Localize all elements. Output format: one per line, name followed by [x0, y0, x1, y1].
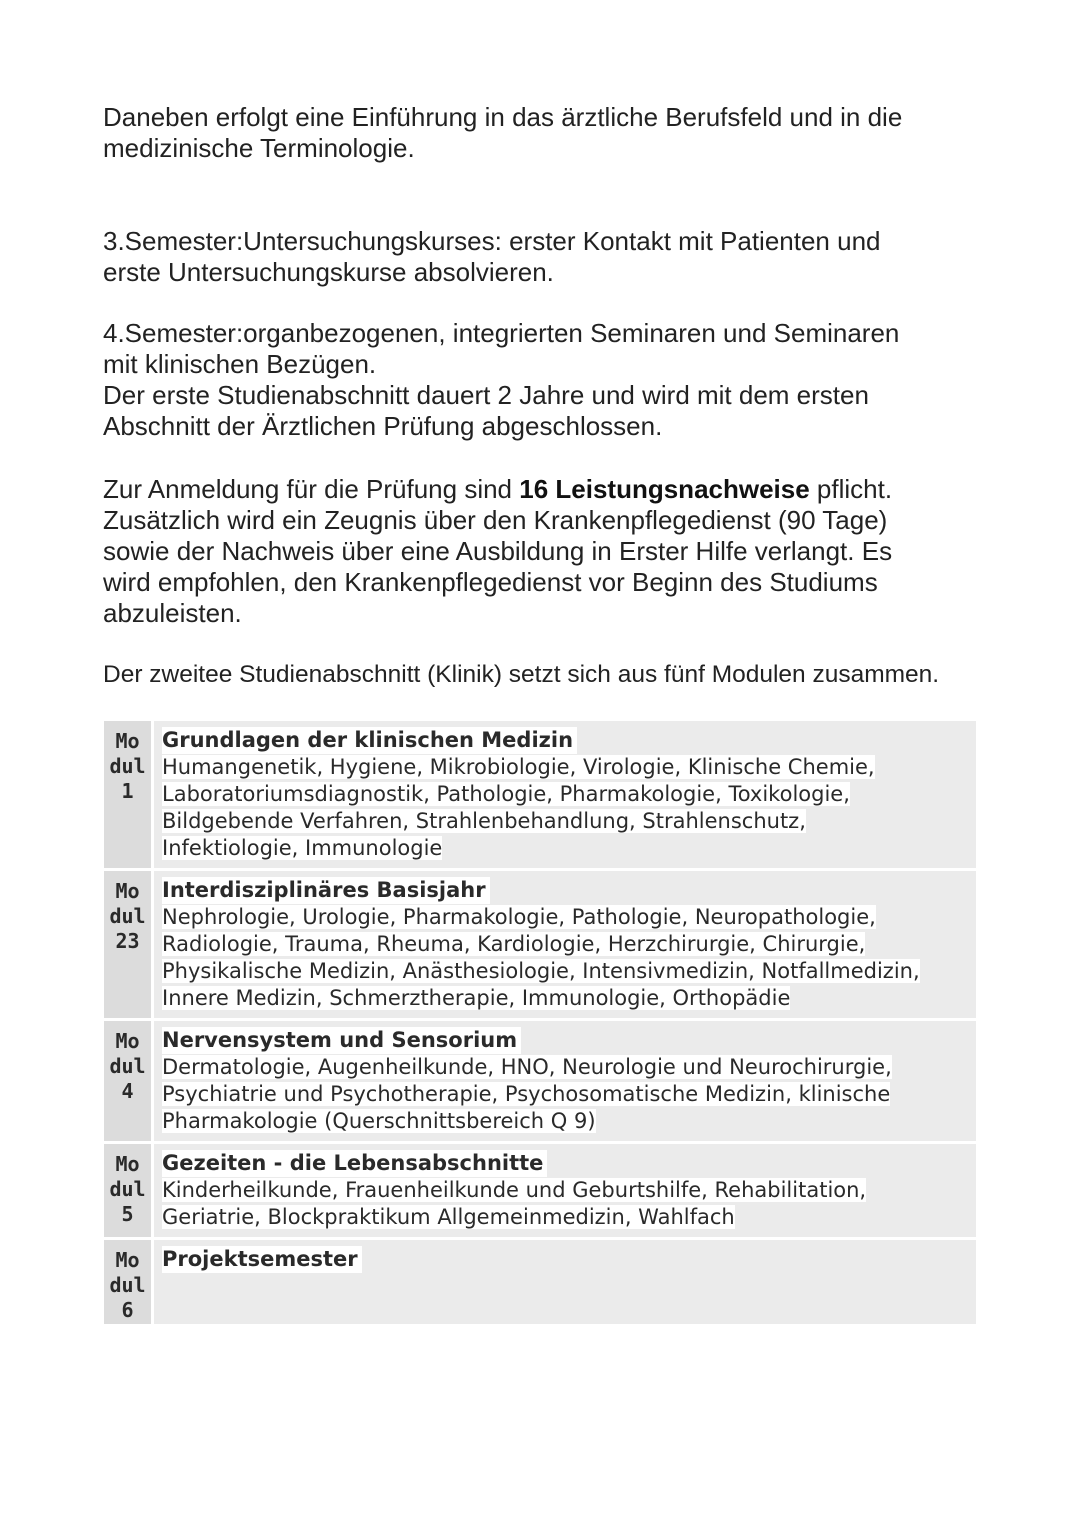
registration-line — [103, 474, 1003, 505]
semester-4-line: Der erste Studienabschnitt dauert 2 Jahre und wird mit dem ersten — [103, 380, 869, 410]
module-body — [154, 721, 976, 868]
module-description-line — [162, 1108, 968, 1135]
module-description — [162, 904, 968, 1012]
module-description-line — [162, 985, 968, 1012]
module-body — [154, 1240, 976, 1324]
module-description-text: Radiologie, Trauma, Rheuma, Kardiologie, Herzchirurgie, Chirurgie, — [162, 932, 866, 956]
module-label-part: dul — [109, 1177, 146, 1201]
module-label — [104, 721, 154, 868]
semester-4-line: mit klinischen Bezügen. — [103, 349, 377, 379]
semester-4-paragraph — [103, 318, 1003, 442]
module-row — [104, 1240, 976, 1327]
module-description-text: Laboratoriumsdiagnostik, Pathologie, Pharmakologie, Toxikologie, — [162, 782, 850, 806]
module-description-line — [162, 1081, 968, 1108]
module-label — [104, 1240, 154, 1324]
module-row — [104, 1021, 976, 1144]
module-description-text: Bildgebende Verfahren, Strahlenbehandlung, Strahlenschutz, — [162, 809, 806, 833]
registration-line: wird empfohlen, den Krankenpflegedienst vor Beginn des Studiums — [103, 567, 878, 597]
module-description-line — [162, 835, 968, 862]
intro-line: medizinische Terminologie. — [103, 133, 415, 163]
registration-text: Zur Anmeldung für die Prüfung sind — [103, 474, 520, 504]
second-section-line: Der zweitee Studienabschnitt (Klinik) setzt sich aus fünf Modulen zusammen. — [103, 661, 940, 688]
module-row — [104, 721, 976, 871]
semester-4-line: Abschnitt der Ärztlichen Prüfung abgeschlossen. — [103, 411, 663, 441]
module-description-text: Humangenetik, Hygiene, Mikrobiologie, Virologie, Klinische Chemie, — [162, 755, 875, 779]
module-label-part: 1 — [121, 779, 134, 803]
module-label-part: Mo — [115, 1152, 140, 1176]
module-description-text: Infektiologie, Immunologie — [162, 836, 443, 860]
module-description-text: Innere Medizin, Schmerztherapie, Immunologie, Orthopädie — [162, 986, 791, 1010]
module-description-text: Geriatrie, Blockpraktikum Allgemeinmedizin, Wahlfach — [162, 1205, 735, 1229]
module-title: Interdisziplinäres Basisjahr — [162, 877, 490, 904]
semester-3-line: erste Untersuchungskurse absolvieren. — [103, 257, 554, 287]
module-label-part: dul — [109, 1273, 146, 1297]
module-description-text: Psychiatrie und Psychotherapie, Psychosomatische Medizin, klinische — [162, 1082, 891, 1106]
registration-highlight: 16 Leistungsnachweise — [519, 474, 810, 504]
registration-line: abzuleisten. — [103, 598, 242, 628]
module-label-part: Mo — [115, 879, 140, 903]
module-description-line — [162, 781, 968, 808]
second-section-paragraph — [103, 659, 1003, 690]
module-body — [154, 1144, 976, 1237]
semester-3-line: 3.Semester:Untersuchungskurses: erster Kontakt mit Patienten und — [103, 226, 881, 256]
module-description-line — [162, 754, 968, 781]
module-description-line — [162, 931, 968, 958]
module-description-text: Dermatologie, Augenheilkunde, HNO, Neurologie und Neurochirurgie, — [162, 1055, 892, 1079]
module-label-part: dul — [109, 904, 146, 928]
registration-line: sowie der Nachweis über eine Ausbildung in Erster Hilfe verlangt. Es — [103, 536, 893, 566]
intro-line: Daneben erfolgt eine Einführung in das ärztliche Berufsfeld und in die — [103, 102, 903, 132]
module-description — [162, 754, 968, 862]
module-title: Gezeiten - die Lebensabschnitte — [162, 1150, 547, 1177]
module-label — [104, 1144, 154, 1237]
module-label — [104, 871, 154, 1018]
module-description-line — [162, 1177, 968, 1204]
module-label-part: 5 — [121, 1202, 134, 1226]
module-label — [104, 1021, 154, 1141]
registration-line: Zusätzlich wird ein Zeugnis über den Krankenpflegedienst (90 Tage) — [103, 505, 888, 535]
module-label-part: Mo — [115, 1029, 140, 1053]
module-body — [154, 871, 976, 1018]
module-description — [162, 1177, 968, 1231]
module-label-part: dul — [109, 1054, 146, 1078]
semester-4-line: 4.Semester:organbezogenen, integrierten Seminaren und Seminaren — [103, 318, 900, 348]
module-description-line — [162, 904, 968, 931]
module-title: Projektsemester — [162, 1246, 362, 1273]
intro-paragraph — [103, 102, 1003, 164]
module-label-part: dul — [109, 754, 146, 778]
module-label-part: 23 — [115, 929, 140, 953]
semester-3-paragraph — [103, 226, 1003, 288]
module-description-line — [162, 808, 968, 835]
registration-paragraph — [103, 474, 1003, 629]
module-description-text: Physikalische Medizin, Anästhesiologie, Intensivmedizin, Notfallmedizin, — [162, 959, 920, 983]
module-description-line — [162, 1204, 968, 1231]
module-label-part: 4 — [121, 1079, 134, 1103]
module-label-part: Mo — [115, 1248, 140, 1272]
module-row — [104, 1144, 976, 1240]
registration-text: pflicht. — [809, 474, 893, 504]
module-label-part: 6 — [121, 1298, 134, 1322]
module-title: Nervensystem und Sensorium — [162, 1027, 521, 1054]
module-description — [162, 1054, 968, 1135]
modules-table — [104, 721, 976, 1327]
module-description-text: Kinderheilkunde, Frauenheilkunde und Geburtshilfe, Rehabilitation, — [162, 1178, 867, 1202]
module-description-line — [162, 1054, 968, 1081]
module-body — [154, 1021, 976, 1141]
module-row — [104, 871, 976, 1021]
module-description-text: Pharmakologie (Querschnittsbereich Q 9) — [162, 1109, 596, 1133]
module-description-line — [162, 958, 968, 985]
module-description-text: Nephrologie, Urologie, Pharmakologie, Pathologie, Neuropathologie, — [162, 905, 876, 929]
module-label-part: Mo — [115, 729, 140, 753]
module-title: Grundlagen der klinischen Medizin — [162, 727, 577, 754]
